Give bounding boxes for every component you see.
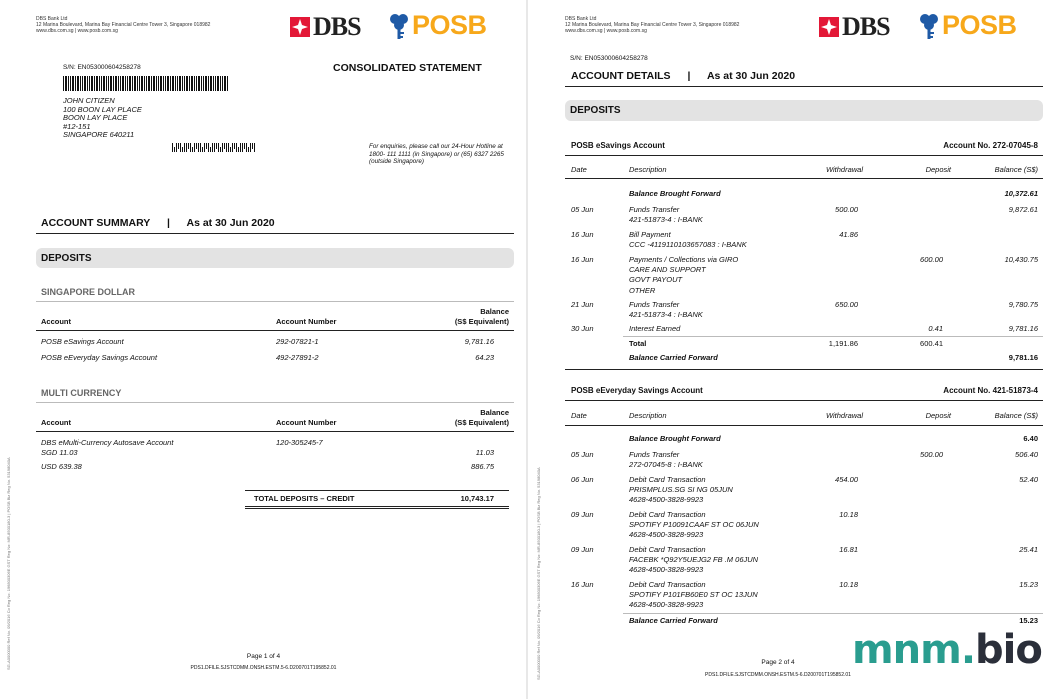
col-date: Date [571, 165, 587, 174]
txn-description: OTHER [629, 286, 656, 295]
currency-line: SGD 11.03 [41, 448, 78, 457]
total-rule [623, 613, 1043, 614]
account-number: 292-07821-1 [276, 337, 319, 346]
as-at-date: As at 30 Jun 2020 [706, 70, 796, 82]
page-number: Page 1 of 4 [246, 653, 281, 660]
posb-logo [918, 10, 1017, 41]
balance-carried-forward-value: 15.23 [1019, 616, 1038, 625]
table-header-rule [36, 330, 514, 331]
txn-deposit: 0.41 [928, 324, 943, 333]
heading-rule [565, 86, 1043, 87]
txn-balance: 9,780.75 [1008, 300, 1038, 309]
txn-withdrawal: 500.00 [835, 205, 858, 214]
txn-balance: 9,872.61 [1008, 205, 1038, 214]
dbs-logo [290, 12, 361, 42]
txn-description: FACEBK *Q92Y5UEJG2 FB .M 06JUN [629, 555, 759, 564]
col-balance [430, 408, 509, 428]
postal-barcode [172, 143, 256, 152]
heading-rule [36, 233, 514, 234]
dbs-wordmark: DBS [842, 12, 890, 41]
txn-withdrawal: 454.00 [835, 475, 858, 484]
account-number: 120-305245-7 [276, 438, 323, 447]
txn-deposit: 500.00 [920, 450, 943, 459]
everyday-account-name: POSB eEveryday Savings Account [571, 386, 703, 395]
total-rule [623, 336, 1043, 337]
txn-description: 4628-4500-3828-9923 [629, 495, 704, 504]
txn-date: 05 Jun [571, 205, 594, 214]
enquiry-note: For enquiries, please call our 24-Hour Hotline at 1800- 111 1111 (in Singapore) or (65) 6327 2265 (outside Singapore) [369, 143, 504, 165]
heading-separator: | [687, 70, 691, 82]
customer-address [63, 97, 142, 140]
account-name: POSB eEveryday Savings Account [41, 353, 158, 362]
posb-key-icon [388, 12, 410, 40]
txn-description: CARE AND SUPPORT [629, 265, 706, 274]
deposits-bar [36, 248, 514, 268]
account-balance: 64.23 [475, 353, 494, 362]
account-name: DBS eMulti-Currency Autosave Account [41, 438, 174, 447]
details-title: ACCOUNT DETAILS [571, 70, 671, 82]
dbs-wordmark: DBS [313, 12, 361, 41]
watermark-part: mnm. [852, 627, 976, 673]
balance-brought-forward-value: 10,372.61 [1004, 189, 1038, 198]
txn-date: 06 Jun [571, 475, 594, 484]
account-details-heading [571, 70, 795, 82]
posb-logo [388, 10, 487, 41]
esavings-account-number: Account No. 272-07045-8 [943, 141, 1038, 150]
bank-header [565, 16, 739, 34]
document-title: CONSOLIDATED STATEMENT [333, 62, 482, 74]
table-header-rule [565, 178, 1043, 179]
footer-code: PDS1.DFILE.SJSTCDMM.ONSH.ESTM.5-6.D200701T195852.01 [190, 665, 337, 671]
txn-balance: 52.40 [1019, 475, 1038, 484]
esavings-account-name: POSB eSavings Account [571, 141, 665, 150]
txn-description: Debit Card Transaction [629, 475, 706, 484]
txn-description: Interest Earned [629, 324, 681, 333]
txn-withdrawal: 16.81 [839, 545, 858, 554]
address-barcode [63, 76, 229, 91]
account-number: 492-27891-2 [276, 353, 319, 362]
txn-balance: 15.23 [1019, 580, 1038, 589]
watermark-part: bio [975, 627, 1042, 673]
statement-page-2 [528, 0, 1054, 699]
balance-brought-forward-label: Balance Brought Forward [629, 189, 721, 198]
col-account-number: Account Number [276, 317, 337, 326]
address-line: SINGAPORE 640211 [63, 130, 135, 139]
balance-carried-forward-label: Balance Carried Forward [629, 616, 718, 625]
posb-wordmark: POSB [942, 10, 1017, 40]
as-at-date: As at 30 Jun 2020 [186, 217, 275, 229]
col-withdrawal: Withdrawal [825, 165, 863, 174]
deposits-bar [565, 100, 1043, 121]
account-end-rule [565, 369, 1043, 370]
txn-description: 4628-4500-3828-9923 [629, 600, 704, 609]
txn-date: 16 Jun [571, 230, 594, 239]
txn-date: 21 Jun [571, 300, 594, 309]
site-watermark [852, 627, 1042, 673]
deposits-label: DEPOSITS [570, 105, 621, 116]
col-account: Account [41, 317, 71, 326]
sgd-section-label: SINGAPORE DOLLAR [41, 287, 136, 297]
txn-description: GOVT PAYOUT [629, 275, 683, 284]
txn-withdrawal: 10.18 [839, 510, 858, 519]
balance-carried-forward-label: Balance Carried Forward [629, 353, 718, 362]
balance-brought-forward-value: 6.40 [1023, 434, 1038, 443]
txn-date: 09 Jun [571, 545, 594, 554]
total-deposits-value: 10,743.17 [460, 494, 494, 503]
col-deposit: Deposit [925, 165, 951, 174]
total-rule-bottom [245, 506, 509, 507]
deposits-label: DEPOSITS [41, 252, 92, 264]
txn-date: 05 Jun [571, 450, 594, 459]
txn-description: Debit Card Transaction [629, 545, 706, 554]
col-balance-line: Balance [480, 307, 509, 316]
account-rule [565, 400, 1043, 401]
txn-description: 4628-4500-3828-9923 [629, 565, 704, 574]
col-balance-line: (S$ Equivalent) [454, 317, 509, 326]
txn-deposit: 600.00 [920, 255, 943, 264]
bank-websites: www.dbs.com.sg | www.posb.com.sg [565, 28, 647, 34]
balance-carried-forward-value: 9,781.16 [1008, 353, 1038, 362]
txn-balance: 506.40 [1015, 450, 1038, 459]
col-withdrawal: Withdrawal [825, 411, 863, 420]
serial-number: S/N: EN053000604258278 [63, 64, 141, 71]
summary-title: ACCOUNT SUMMARY [41, 217, 151, 229]
txn-balance: 10,430.75 [1004, 255, 1038, 264]
address-line: BOON LAY PLACE [63, 113, 128, 122]
col-deposit: Deposit [925, 411, 951, 420]
section-rule [36, 402, 514, 403]
txn-description: Funds Transfer [629, 205, 680, 214]
table-header-rule [36, 431, 514, 432]
total-rule-top [245, 490, 509, 491]
address-line: #12-151 [63, 121, 91, 131]
bank-header [36, 16, 210, 34]
account-balance: 9,781.16 [464, 337, 494, 346]
txn-description: 272-07045-8 : I-BANK [629, 460, 703, 469]
dbs-logo [819, 12, 890, 42]
dbs-star-icon [819, 17, 839, 37]
txn-description: Bill Payment [629, 230, 671, 239]
bank-address: 12 Marina Boulevard, Marina Bay Financial Centre Tower 3, Singapore 018982 [565, 22, 740, 28]
total-deposits-label: TOTAL DEPOSITS – CREDIT [254, 494, 355, 503]
total-rule-double [245, 508, 509, 509]
txn-balance: 25.41 [1019, 545, 1038, 554]
col-description: Description [629, 411, 667, 420]
currency-line: USD 639.38 [41, 462, 82, 471]
bank-name: DBS Bank Ltd [565, 16, 597, 22]
txn-description: Debit Card Transaction [629, 510, 706, 519]
col-balance-line: Balance [480, 408, 509, 417]
account-name: POSB eSavings Account [41, 337, 124, 346]
col-balance: Balance (S$) [994, 411, 1038, 420]
col-account-number: Account Number [276, 418, 337, 427]
txn-description: SPOTIFY P101FB60E0 ST OC 13JUN [629, 590, 758, 599]
everyday-account-number: Account No. 421-51873-4 [943, 386, 1038, 395]
col-balance: Balance (S$) [994, 165, 1038, 174]
table-header-rule [565, 425, 1043, 426]
regulatory-side-text: SG-A0000000 Ref No. 09/2016 Co Reg No. 196800306E GST Reg No: MR-8500180-3 | POSB Biz Reg No. 53198040A [536, 467, 541, 680]
total-withdrawal: 1,191.86 [828, 339, 858, 348]
txn-description: 421-51873-4 : I-BANK [629, 215, 703, 224]
txn-description: PRISMPLUS.SG SI NG 05JUN [629, 485, 733, 494]
bank-websites: www.dbs.com.sg | www.posb.com.sg [36, 28, 118, 34]
col-description: Description [629, 165, 667, 174]
footer-code: PDS1.DFILE.SJSTCDMM.ONSH.ESTM.5-6.D200701T195852.01 [705, 672, 851, 678]
customer-name: JOHN CITIZEN [63, 96, 115, 105]
multi-currency-label: MULTI CURRENCY [41, 388, 122, 398]
txn-balance: 9,781.16 [1008, 324, 1038, 333]
posb-wordmark: POSB [412, 10, 487, 40]
txn-date: 16 Jun [571, 580, 594, 589]
col-account: Account [41, 418, 71, 427]
page-number: Page 2 of 4 [761, 659, 795, 666]
account-balance: 11.03 [475, 448, 494, 457]
txn-date: 09 Jun [571, 510, 594, 519]
account-rule [565, 155, 1043, 156]
txn-description: Debit Card Transaction [629, 580, 706, 589]
txn-description: SPOTIFY P10091CAAF ST OC 06JUN [629, 520, 759, 529]
txn-description: CCC -4119110103657083 : I-BANK [629, 240, 747, 249]
total-deposit: 600.41 [920, 339, 943, 348]
section-rule [36, 301, 514, 302]
account-balance: 886.75 [471, 462, 494, 471]
col-balance-line: (S$ Equivalent) [454, 418, 509, 427]
txn-date: 16 Jun [571, 255, 594, 264]
txn-description: 4628-4500-3828-9923 [629, 530, 704, 539]
col-balance [430, 307, 509, 327]
total-label: Total [629, 339, 647, 348]
txn-description: Funds Transfer [629, 300, 680, 309]
txn-description: Funds Transfer [629, 450, 680, 459]
posb-key-icon [918, 12, 940, 40]
bank-address: 12 Marina Boulevard, Marina Bay Financial Centre Tower 3, Singapore 018982 [36, 22, 211, 28]
regulatory-side-text: SG-A0000000 Ref No. 09/2016 Co Reg No. 196800306E GST Reg No: MR-8500180-3 | POSB Biz Reg No. 53198040A [6, 457, 11, 670]
txn-description: Payments / Collections via GIRO [629, 255, 739, 264]
txn-description: 421-51873-4 : I-BANK [629, 310, 703, 319]
txn-withdrawal: 650.00 [835, 300, 858, 309]
txn-date: 30 Jun [571, 324, 594, 333]
dbs-star-icon [290, 17, 310, 37]
heading-separator: | [167, 217, 170, 229]
txn-withdrawal: 10.18 [839, 580, 858, 589]
serial-number: S/N: EN053000604258278 [570, 55, 648, 62]
address-line: 100 BOON LAY PLACE [63, 104, 142, 114]
txn-withdrawal: 41.86 [839, 230, 858, 239]
balance-brought-forward-label: Balance Brought Forward [629, 434, 721, 443]
bank-name: DBS Bank Ltd [36, 16, 68, 22]
account-summary-heading [41, 217, 275, 229]
col-date: Date [571, 411, 587, 420]
